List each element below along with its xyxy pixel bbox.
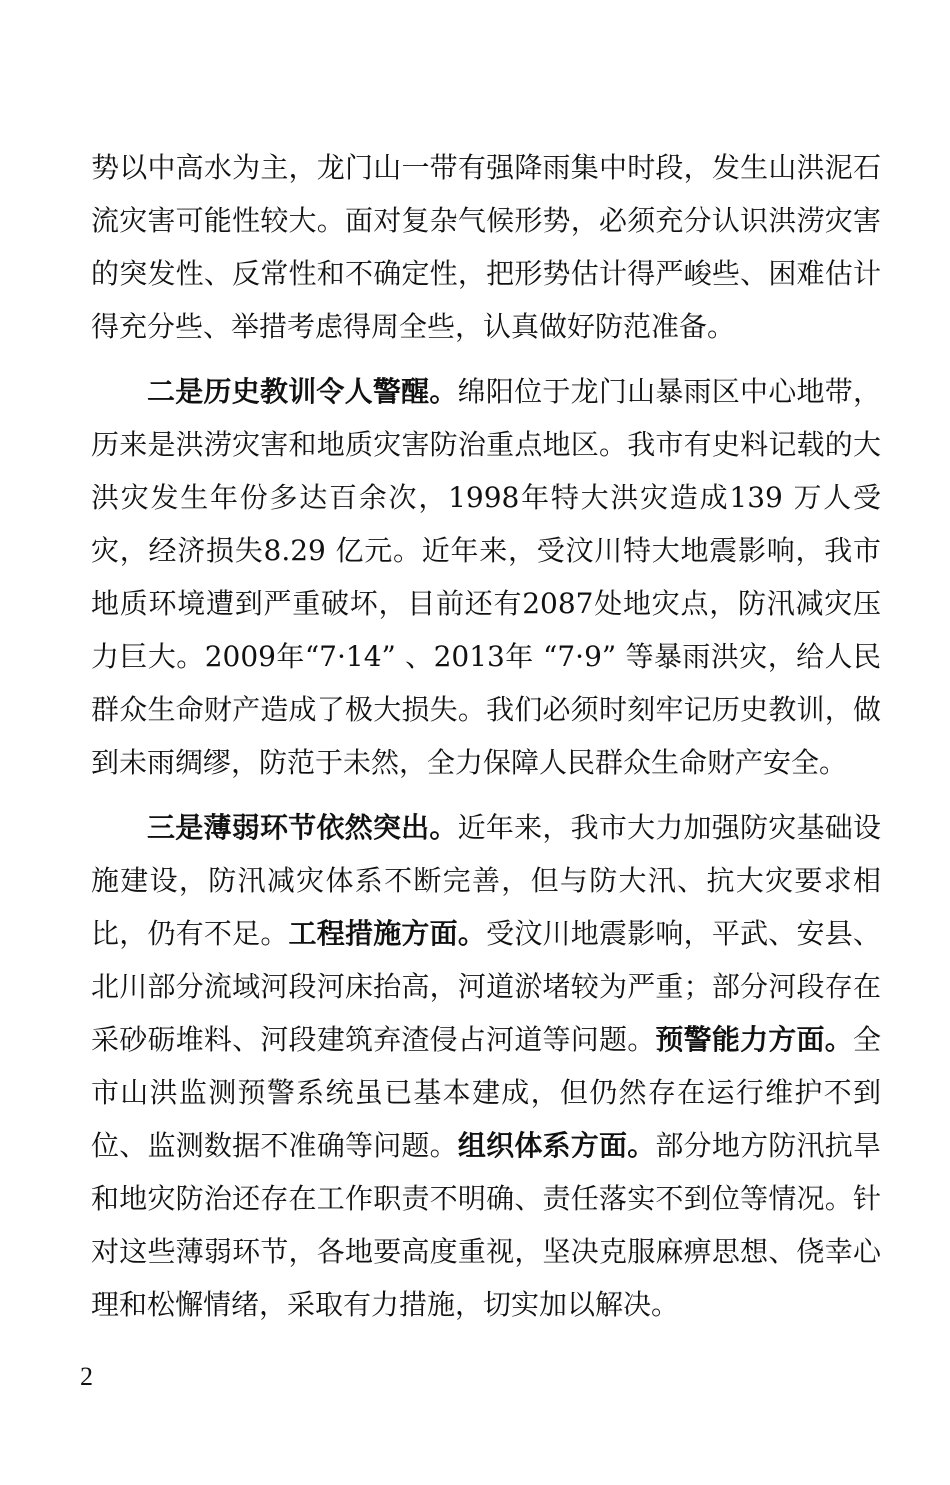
warning-text: 全市山洪监测预警系统虽已基本建成，但仍然存在运行维护不到位、监测数据不准确等问题。 <box>91 1023 881 1162</box>
paragraph-2-text: 绵阳位于龙门山暴雨区中心地带，历来是洪涝灾害和地质灾害防治重点地区。我市有史料记载的大洪灾发生年份多达百余次，1998年特大洪灾造成139 万人受灾，经济损失8.29 亿元。近年来，受汶川特大地震影响，我市地质环境遭到严重破坏，目前还有2087处地灾点，防汛减灾压力巨大。2009年“7·14” 、2013年 “7·9” 等暴雨洪灾，给人民群众生命财产造成了极大损失。我们必须时刻牢记历史教训，做到未雨绸缪，防范于未然，全力保障人民群众生命财产安全。 <box>91 375 881 779</box>
organization-text: 部分地方防汛抗旱和地灾防治还存在工作职责不明确、责任落实不到位等情况。针对这些薄弱环节，各地要高度重视，坚决克服麻痹思想、侥幸心理和松懈情绪，采取有力措施，切实加以解决。 <box>91 1129 881 1321</box>
paragraph-1-text: 势以中高水为主，龙门山一带有强降雨集中时段，发生山洪泥石流灾害可能性较大。面对复杂气候形势，必须充分认识洪涝灾害的突发性、反常性和不确定性，把形势估计得严峻些、困难估计得充分些、举措考虑得周全些，认真做好防范准备。 <box>91 151 881 343</box>
paragraph-2 <box>91 365 881 789</box>
subheading-warning: 预警能力方面。 <box>655 1023 853 1056</box>
paragraph-3-intro: 近年来，我市大力加强防灾基础设施建设，防汛减灾体系不断完善，但与防大汛、抗大灾要求相比，仍有不足。 <box>91 811 881 950</box>
subheading-engineering: 工程措施方面。 <box>288 917 487 950</box>
paragraph-3 <box>91 801 881 1331</box>
document-body <box>91 141 881 1331</box>
paragraph-1 <box>91 141 881 353</box>
engineering-text: 受汶川地震影响，平武、安县、北川部分流域河段河床抬高，河道淤堵较为严重；部分河段存在采砂砺堆料、河段建筑弃渣侵占河道等问题。 <box>91 917 881 1056</box>
subheading-organization: 组织体系方面。 <box>457 1129 656 1162</box>
page-number: 2 <box>80 1362 93 1391</box>
paragraph-3-heading: 三是薄弱环节依然突出。 <box>147 811 458 844</box>
paragraph-2-heading: 二是历史教训令人警醒。 <box>147 375 458 408</box>
